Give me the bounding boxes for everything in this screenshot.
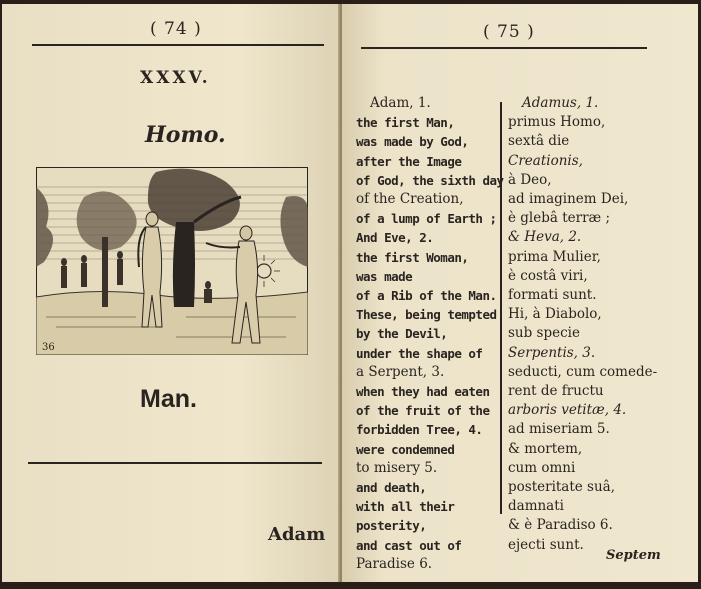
english-line: Paradise 6.: [356, 555, 433, 572]
latin-line: Serpentis, 3.: [508, 344, 596, 361]
right-page-number: ( 75 ): [483, 22, 535, 42]
english-line: of the Creation,: [356, 191, 464, 208]
english-title: Man.: [140, 385, 197, 413]
english-line: and death,: [356, 480, 427, 496]
english-line: posterity,: [356, 518, 427, 534]
english-line: Adam, 1.: [370, 95, 431, 111]
latin-line: Adamus, 1.: [522, 95, 599, 111]
latin-line: arboris vetitæ, 4.: [508, 402, 627, 419]
illustration-number: 36: [42, 342, 55, 353]
latin-text-column: [508, 94, 657, 555]
english-line: with all their: [356, 499, 455, 515]
english-text-column: [356, 94, 504, 574]
woodcut-illustration: [36, 167, 308, 355]
english-line: of a Rib of the Man.: [356, 288, 497, 304]
english-line: was made by God,: [356, 134, 469, 150]
latin-line: à Deo,: [508, 171, 552, 188]
latin-line: è costâ viri,: [508, 267, 588, 284]
latin-line: sub specie: [508, 325, 580, 342]
right-top-rule: [361, 47, 647, 49]
english-line: forbidden Tree, 4.: [356, 422, 483, 438]
left-page-number: ( 74 ): [150, 19, 202, 39]
english-line: a Serpent, 3.: [356, 363, 445, 380]
english-line: was made: [356, 268, 413, 284]
english-line: were condemned: [356, 441, 455, 457]
english-line: the first Woman,: [356, 249, 469, 265]
latin-line: è glebâ terræ ;: [508, 210, 611, 227]
latin-line: ejecti sunt.: [508, 536, 584, 553]
latin-line: primus Homo,: [508, 114, 606, 131]
english-line: after the Image: [356, 153, 462, 169]
latin-line: seducti, cum comede-: [508, 363, 658, 380]
latin-line: ad imaginem Dei,: [508, 191, 629, 208]
latin-line: sextâ die: [508, 133, 570, 150]
english-line: under the shape of: [356, 345, 483, 361]
latin-line: & è Paradiso 6.: [508, 517, 613, 534]
latin-line: prima Mulier,: [508, 248, 601, 265]
english-line: of the fruit of the: [356, 403, 490, 419]
latin-line: ad miseriam 5.: [508, 421, 610, 438]
latin-line: & Heva, 2.: [508, 229, 582, 246]
english-line: by the Devil,: [356, 326, 448, 342]
latin-line: formati sunt.: [508, 287, 597, 304]
latin-line: damnati: [508, 498, 564, 515]
latin-line: & mortem,: [508, 440, 583, 457]
english-line: of a lump of Earth ;: [356, 211, 497, 227]
latin-line: Hi, à Diabolo,: [508, 306, 602, 323]
latin-line: posteritate suâ,: [508, 479, 616, 496]
left-top-rule: [32, 44, 324, 46]
latin-title: Homo.: [145, 122, 226, 148]
left-bottom-rule: [28, 462, 322, 464]
latin-line: rent de fructu: [508, 383, 604, 400]
english-line: of God, the sixth day: [356, 172, 504, 188]
english-line: and cast out of: [356, 537, 462, 553]
english-line: the first Man,: [356, 115, 455, 131]
column-divider: [500, 102, 502, 514]
english-line: And Eve, 2.: [356, 230, 434, 246]
left-catchword: Adam: [268, 524, 326, 545]
chapter-number: XXXV.: [140, 68, 211, 88]
english-line: when they had eaten: [356, 384, 490, 400]
right-catchword: Septem: [606, 548, 661, 563]
english-line: to misery 5.: [356, 459, 438, 476]
latin-line: cum omni: [508, 459, 576, 476]
english-line: These, being tempted: [356, 307, 497, 323]
latin-line: Creationis,: [508, 152, 583, 169]
